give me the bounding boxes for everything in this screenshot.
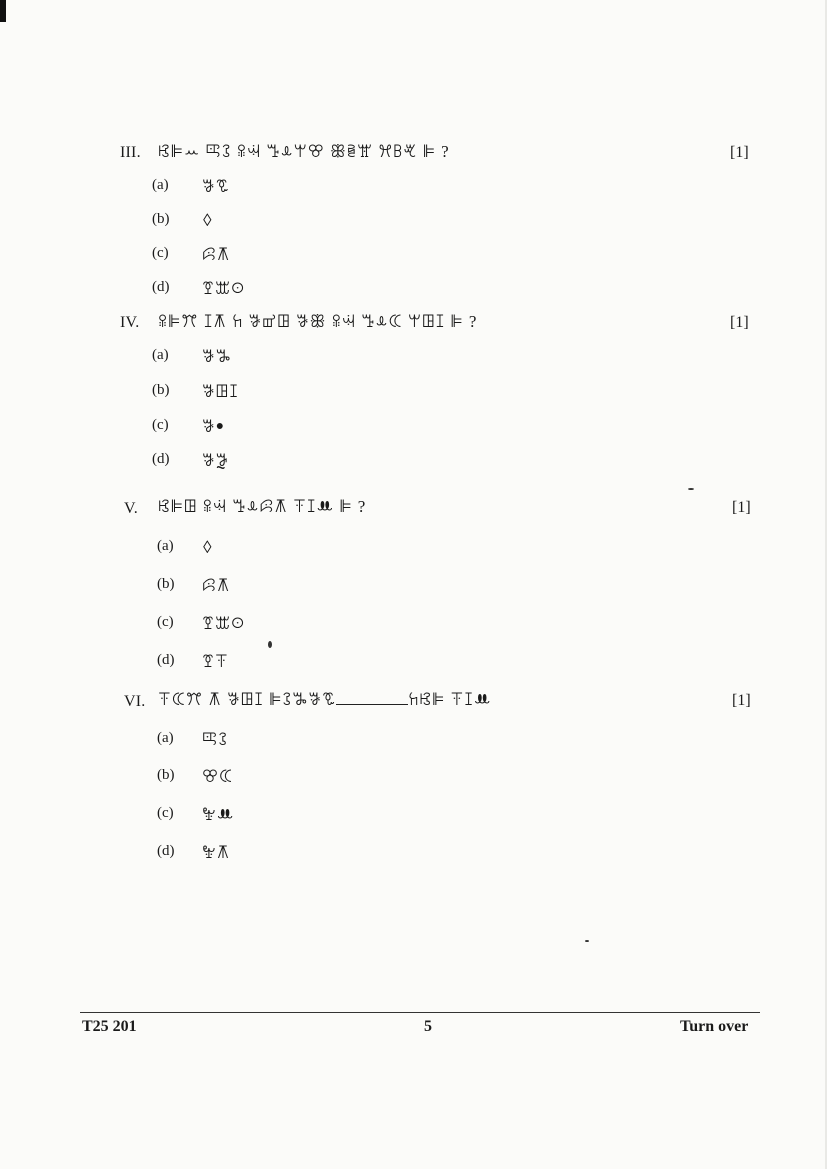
option-text: ꗎꖄ [202,451,229,470]
option-d [0,279,500,309]
option-label: (c) [152,245,169,261]
option-d [0,652,500,682]
question-text-before-blank: ꔉꕆꔫ ꕧ ꗎꖸꕯ ꕞꕘꖆꗎꗧ [158,690,337,709]
question-6 [0,688,827,728]
option-text: ꕺ [202,538,214,557]
footer-rule [80,1012,760,1013]
option-label: (a) [152,177,169,193]
option-a [0,177,500,207]
option-text: ꖠꔚ [202,805,235,824]
question-text: ꕙꕞꕀ ꕓꕘ ꕉꕜ ꔤꕊꕚꕢ ꕥꕇꖂ ꕮꕗꕩ ꕞ ? [158,142,450,161]
option-c [0,417,500,447]
option-label: (b) [157,767,175,783]
option-label: (b) [152,211,170,227]
option-text: ꗑꔉ [202,652,229,671]
option-a [0,538,500,568]
option-text: ꗎꔷ [202,417,225,436]
question-marks: [1] [732,499,751,516]
question-4 [0,310,827,350]
option-text: ꗎꗧ [202,177,230,196]
option-c [0,245,500,275]
option-label: (a) [157,538,174,554]
answer-blank [336,690,408,705]
option-label: (b) [157,576,175,592]
question-marks: [1] [732,692,751,709]
option-text: ꕢꕆ [202,767,234,786]
scan-speck [585,940,589,942]
option-a [0,347,500,377]
option-text: ꗑꕭꖴ [202,279,246,298]
option-label: (d) [152,279,170,295]
option-label: (d) [152,451,170,467]
question-number: VI. [124,693,146,710]
option-label: (d) [157,652,175,668]
option-text: ꗎꖆ [202,347,232,366]
option-text: ꗎꖸꕯ [202,382,239,401]
question-text: ꕉꕞꔫ ꕯꕧ ꖷ ꗎꕠꖸ ꗎꕥ ꕉꕜ ꔤꕊꕆ ꕚꖸꕯ ꕞ ? [158,312,478,331]
option-label: (c) [152,417,169,433]
option-c [0,805,500,835]
question-text-after-blank: ꖷꕙꕞ ꔉꕯꔚ [408,690,492,709]
question-text [158,690,492,710]
option-label: (b) [152,382,170,398]
option-a [0,730,500,760]
option-d [0,843,500,873]
option-b [0,382,500,412]
option-text: ꕓꕘ [202,730,229,749]
question-number: III. [120,144,141,161]
question-marks: [1] [730,144,749,161]
option-text: ꕸꕧ [202,576,231,595]
option-b [0,767,500,797]
option-b [0,211,500,241]
option-text: ꗑꕭꖴ [202,614,246,633]
scan-corner-mark [0,0,6,22]
paper-code: T25 201 [82,1018,137,1035]
question-3 [0,140,827,180]
option-label: (d) [157,843,175,859]
option-text: ꕸꕧ [202,245,231,264]
option-text: ꖠꕧ [202,843,231,862]
option-c [0,614,500,644]
turn-over-note: Turn over [680,1018,749,1035]
page-number: 5 [424,1018,432,1035]
question-text: ꕙꕞꖸ ꕉꕜ ꔤꕊꕸꕧ ꔉꕯꔚ ꕞ ? [158,497,367,516]
option-label: (c) [157,805,174,821]
question-number: V. [124,500,138,517]
question-marks: [1] [730,314,749,331]
scan-speck [268,641,272,648]
option-text: ꕺ [202,211,214,230]
option-label: (a) [157,730,174,746]
question-5 [0,495,827,535]
question-number: IV. [120,314,140,331]
scan-speck [688,488,694,490]
option-label: (c) [157,614,174,630]
option-b [0,576,500,606]
option-label: (a) [152,347,169,363]
option-d [0,451,500,481]
